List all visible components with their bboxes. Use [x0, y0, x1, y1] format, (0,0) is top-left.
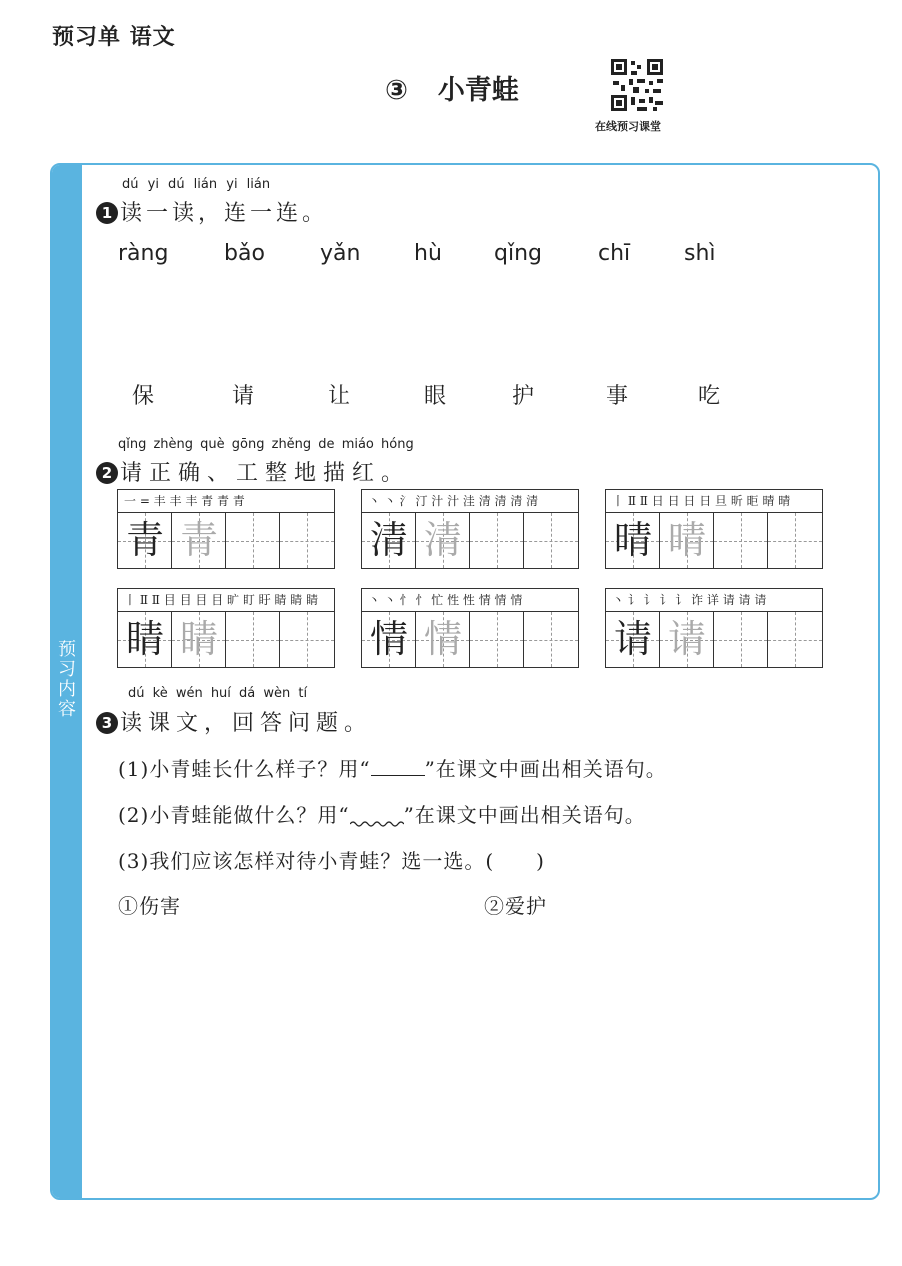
- lesson-number: ③: [385, 75, 408, 106]
- hanzi-item[interactable]: 眼: [424, 384, 447, 409]
- writing-cell[interactable]: [524, 612, 578, 667]
- tracing-box: [361, 588, 579, 668]
- writing-cell[interactable]: [226, 513, 280, 568]
- writing-cell[interactable]: [768, 513, 822, 568]
- q2-number: 2: [96, 462, 118, 484]
- pinyin-item[interactable]: shì: [684, 241, 716, 266]
- qr-code-label: 在线预习课堂: [595, 120, 661, 133]
- tracing-box: [117, 588, 335, 668]
- q3-sub2: [118, 799, 646, 828]
- pinyin-item[interactable]: bǎo: [224, 241, 265, 266]
- stroke-order: 丶 讠 讠 讠 讠 诈 详 请 请 请: [606, 589, 822, 612]
- pinyin-item[interactable]: qǐng: [494, 241, 542, 266]
- trace-char[interactable]: 睛: [179, 617, 218, 661]
- hanzi-item[interactable]: 事: [606, 384, 629, 409]
- tracing-box: [361, 489, 579, 569]
- q1-text: 读一读，连一连。: [120, 201, 329, 226]
- q3-sub1: [118, 753, 667, 782]
- q3-text: 读课文，回答问题。: [120, 711, 373, 736]
- trace-char[interactable]: 青: [179, 518, 218, 562]
- writing-cell[interactable]: [470, 513, 524, 568]
- q2-pinyin: qǐng zhèng què gōng zhěng de miáo hóng: [118, 437, 414, 452]
- writing-cell[interactable]: [714, 513, 768, 568]
- wavy-line-mark: [350, 804, 404, 822]
- option-2[interactable]: ②爱护: [484, 894, 547, 918]
- model-char: 情: [369, 617, 408, 661]
- qr-code-icon[interactable]: [609, 57, 665, 113]
- tracing-box: [605, 489, 823, 569]
- model-char: 请: [613, 617, 652, 661]
- model-char: 青: [125, 518, 164, 562]
- q2-text: 请正确、工整地描红。: [120, 461, 411, 486]
- writing-cell[interactable]: [280, 612, 334, 667]
- writing-cell[interactable]: [280, 513, 334, 568]
- q1-title: [96, 196, 328, 227]
- tracing-box: [117, 489, 335, 569]
- q3-title: [96, 706, 372, 737]
- writing-cell[interactable]: [226, 612, 280, 667]
- stroke-order: 丶 丶 氵 汀 汁 汁 洼 清 清 清 清: [362, 490, 578, 513]
- lesson-title-text: 小青蛙: [437, 75, 519, 106]
- hanzi-item[interactable]: 护: [512, 384, 535, 409]
- writing-cell[interactable]: [768, 612, 822, 667]
- q3-sub1-text: (1)小青蛙长什么样子？用“: [118, 757, 371, 781]
- model-char: 睛: [125, 617, 164, 661]
- q3-number: 3: [96, 712, 118, 734]
- stroke-order: 丨 Ⅱ Ⅱ 日 日 日 日 旦 昕 昛 晴 晴: [606, 490, 822, 513]
- page-header-label: 预习单 语文: [52, 25, 176, 50]
- trace-char[interactable]: 请: [667, 617, 706, 661]
- q3-pinyin: dú kè wén huí dá wèn tí: [128, 686, 308, 701]
- sidebar-label: 预习内容: [58, 639, 76, 720]
- hanzi-item[interactable]: 让: [328, 384, 351, 409]
- model-char: 晴: [613, 518, 652, 562]
- tracing-box: [605, 588, 823, 668]
- model-char: 清: [369, 518, 408, 562]
- lesson-title: [385, 68, 519, 107]
- pinyin-item[interactable]: chī: [598, 241, 631, 266]
- pinyin-item[interactable]: hù: [414, 241, 442, 266]
- q3-sub2-text: (2)小青蛙能做什么？用“: [118, 803, 350, 827]
- pinyin-item[interactable]: ràng: [118, 241, 169, 266]
- trace-char[interactable]: 清: [423, 518, 462, 562]
- writing-cell[interactable]: [714, 612, 768, 667]
- pinyin-item[interactable]: yǎn: [320, 241, 361, 266]
- q2-title: [96, 456, 410, 487]
- q3-sub2-text-end: ”在课文中画出相关语句。: [403, 803, 646, 827]
- stroke-order: 丶 丶 忄 忄 忙 性 性 情 情 情: [362, 589, 578, 612]
- q3-sub3[interactable]: (3)我们应该怎样对待小青蛙？选一选。( ): [118, 849, 545, 873]
- stroke-order: 丨 Ⅱ Ⅱ 目 目 目 目 旷 盯 盱 睛 睛 睛: [118, 589, 334, 612]
- q1-pinyin: dú yi dú lián yi lián: [122, 177, 271, 192]
- writing-cell[interactable]: [470, 612, 524, 667]
- hanzi-item[interactable]: 保: [132, 384, 155, 409]
- writing-cell[interactable]: [524, 513, 578, 568]
- trace-char[interactable]: 情: [423, 617, 462, 661]
- hanzi-item[interactable]: 请: [232, 384, 255, 409]
- straight-line-mark: [371, 757, 425, 776]
- q1-number: 1: [96, 202, 118, 224]
- hanzi-item[interactable]: 吃: [698, 384, 721, 409]
- q3-sub1-text-end: ”在课文中画出相关语句。: [424, 757, 667, 781]
- content-panel: [50, 163, 880, 1200]
- option-1[interactable]: ①伤害: [118, 894, 181, 918]
- stroke-order: 一 = 丰 丰 丰 青 青 青: [118, 490, 334, 513]
- trace-char[interactable]: 晴: [667, 518, 706, 562]
